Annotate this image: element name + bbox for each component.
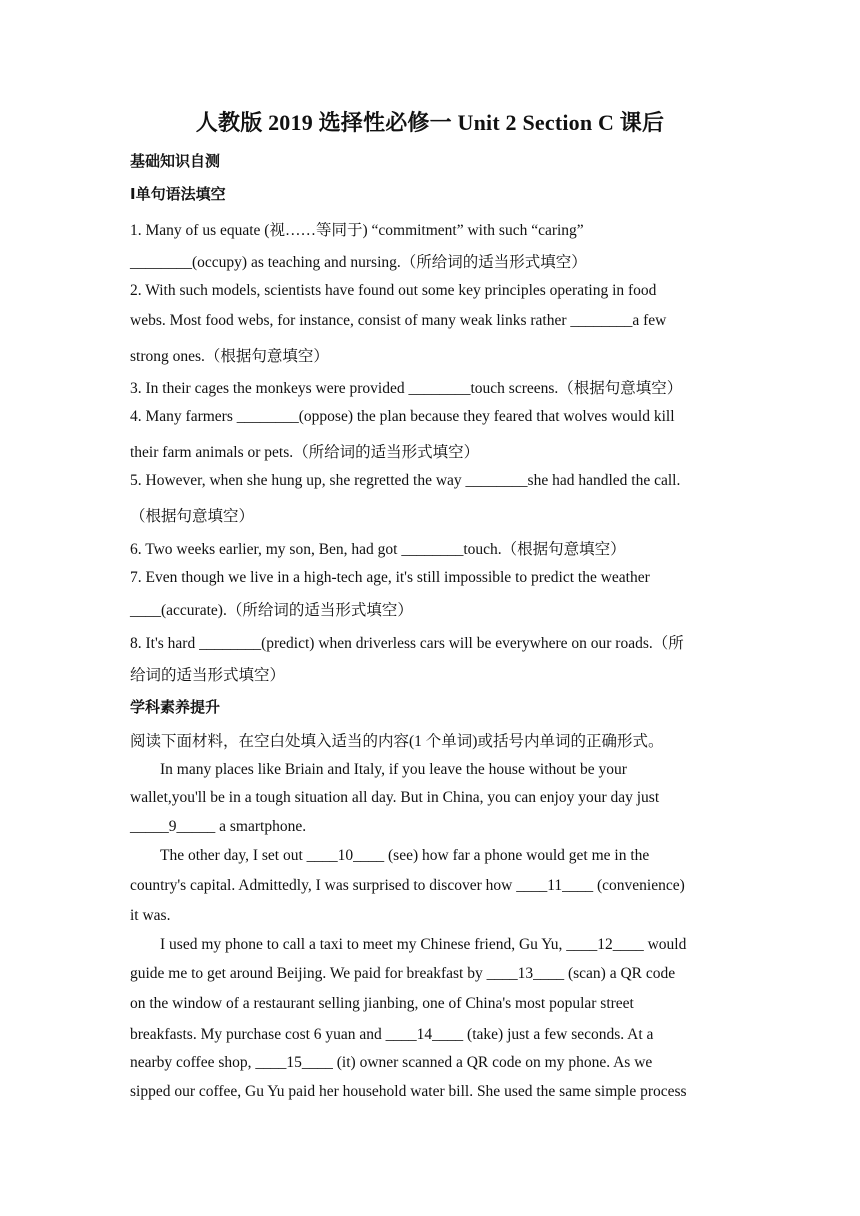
passage-line: on the window of a restaurant selling jianbing, one of China's most popular street (130, 995, 634, 1012)
section-heading-advance: 学科素养提升 (130, 698, 221, 716)
passage-line: _____9_____ a smartphone. (130, 818, 307, 835)
question-line: （根据句意填空） (130, 508, 255, 525)
passage-line: it was. (130, 907, 171, 924)
question-line: 5. However, when she hung up, she regretted the way ________she had handled the call. (130, 472, 681, 489)
instruction-text: 阅读下面材料，在空白处填入适当的内容(1 个单词)或括号内单词的正确形式。 (130, 733, 664, 750)
question-line: 6. Two weeks earlier, my son, Ben, had got ________touch.（根据句意填空） (130, 541, 626, 558)
question-line: strong ones.（根据句意填空） (130, 348, 329, 365)
passage-line: The other day, I set out ____10____ (see) how far a phone would get me in the (160, 847, 650, 864)
question-line: ____(accurate).（所给词的适当形式填空） (130, 602, 413, 619)
question-line: their farm animals or pets.（所给词的适当形式填空） (130, 444, 480, 461)
passage-line: guide me to get around Beijing. We paid for breakfast by ____13____ (scan) a QR code (130, 965, 676, 982)
question-line: ________(occupy) as teaching and nursing.（所给词的适当形式填空） (130, 254, 587, 271)
question-line: webs. Most food webs, for instance, consist of many weak links rather ________a few (130, 312, 667, 329)
passage-line: breakfasts. My purchase cost 6 yuan and ____14____ (take) just a few seconds. At a (130, 1026, 654, 1043)
passage-line: In many places like Briain and Italy, if you leave the house without be your (160, 761, 627, 778)
question-line: 7. Even though we live in a high-tech age, it's still impossible to predict the weather (130, 569, 650, 586)
question-line: 给词的适当形式填空） (130, 667, 286, 684)
question-line: 3. In their cages the monkeys were provided ________touch screens.（根据句意填空） (130, 380, 683, 397)
passage-line: sipped our coffee, Gu Yu paid her household water bill. She used the same simple process (130, 1083, 687, 1100)
question-line: 2. With such models, scientists have found out some key principles operating in food (130, 282, 657, 299)
passage-line: nearby coffee shop, ____15____ (it) owner scanned a QR code on my phone. As we (130, 1054, 653, 1071)
passage-line: country's capital. Admittedly, I was surprised to discover how ____11____ (convenience) (130, 877, 685, 894)
section-heading-basic: 基础知识自测 (130, 152, 221, 170)
document-title: 人教版 2019 选择性必修一 Unit 2 Section C 课后 (195, 110, 665, 135)
passage-line: I used my phone to call a taxi to meet my Chinese friend, Gu Yu, ____12____ would (160, 936, 687, 953)
question-line: 4. Many farmers ________(oppose) the plan because they feared that wolves would kill (130, 408, 675, 425)
section-heading-part1: Ⅰ单句语法填空 (130, 185, 226, 203)
passage-line: wallet,you'll be in a tough situation all day. But in China, you can enjoy your day just (130, 789, 660, 806)
question-line: 8. It's hard ________(predict) when driverless cars will be everywhere on our roads.（所 (130, 635, 684, 652)
question-line: 1. Many of us equate (视……等同于) “commitment” with such “caring” (130, 222, 584, 239)
